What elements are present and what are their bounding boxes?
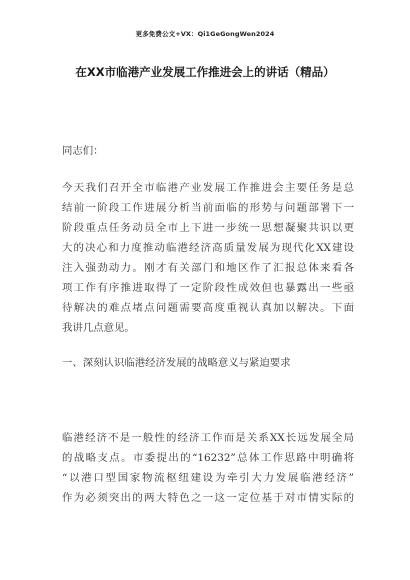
paragraph-opening (62, 178, 354, 338)
document-title: 在XX市临港产业发展工作推进会上的讲话（精品） (75, 65, 335, 79)
paragraph-line: 注入强劲动力。刚才有关部门和地区作了汇报总体来看各 (62, 262, 354, 274)
paragraph-line: 临港经济不是一般性的经济工作而是关系XX长远发展全局 (62, 432, 354, 444)
paragraph-line: 结前一阶段工作进展分析当前面临的形势与问题部署下一 (62, 202, 354, 214)
paragraph-line: 我讲几点意见。 (62, 322, 135, 334)
salutation: 同志们： (62, 145, 104, 157)
paragraph-line: 阶段重点任务动员全市上下进一步统一思想凝聚共识以更 (62, 222, 354, 234)
paragraph-line: 大的决心和力度推动临港经济高质量发展为现代化XX建设 (62, 242, 354, 254)
paragraph-line: “以港口型国家物流枢纽建设为牵引大力发展临港经济” (62, 472, 354, 484)
paragraph-line: 项工作有序推进取得了一定阶段性成效但也暴露出一些亟 (62, 282, 354, 294)
paragraph-line: 的战略支点。市委提出的“16232”总体工作思路中明确将 (62, 452, 354, 464)
paragraph-line: 作为必须突出的两大特色之一这一定位基于对市情实际的 (62, 492, 354, 504)
paragraph-line: 待解决的难点堵点问题需要高度重视认真加以解决。下面 (62, 302, 354, 314)
paragraph-line: 今天我们召开全市临港产业发展工作推进会主要任务是总 (62, 182, 354, 194)
paragraph-section-one (62, 428, 354, 508)
section-heading: 一、深刻认识临港经济发展的战略意义与紧迫要求 (62, 357, 291, 369)
header-note: 更多免费公文+VX：Qi1GeGongWen2024 (135, 30, 275, 38)
